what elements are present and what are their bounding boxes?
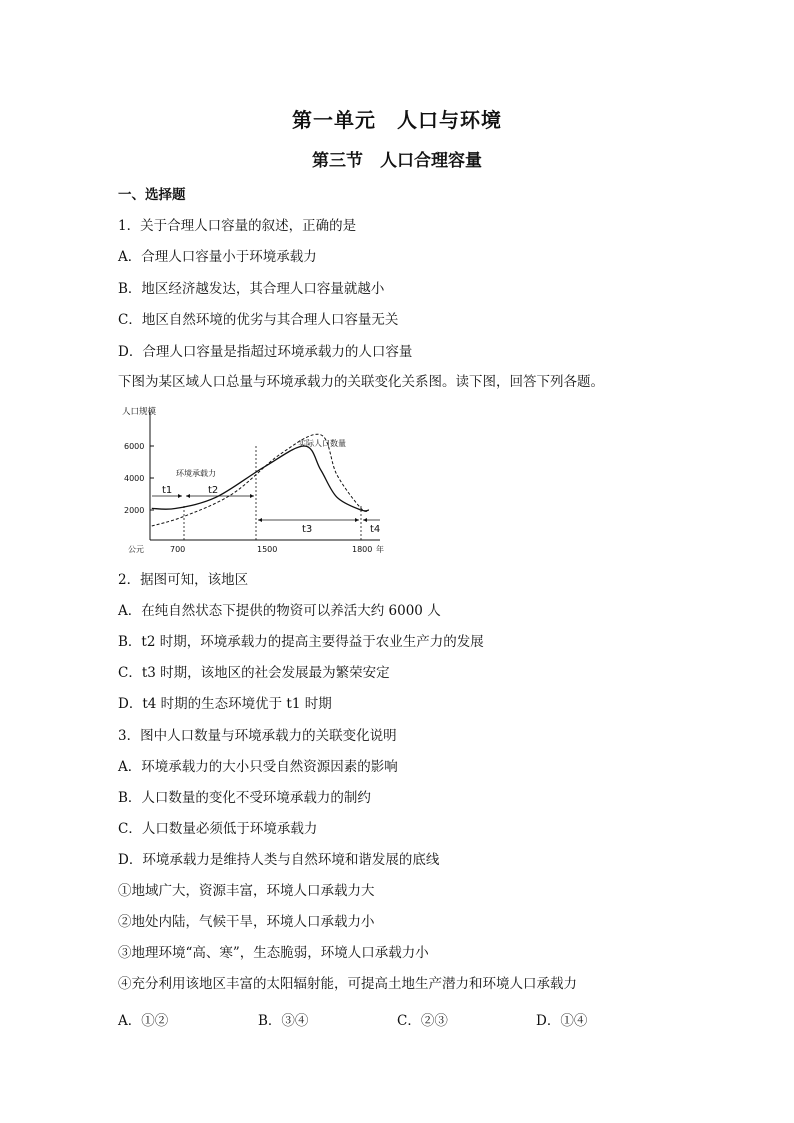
final-option-c: C．②③ xyxy=(397,1013,448,1029)
unit-title: 第一单元 人口与环境 xyxy=(292,108,502,132)
y-axis-label: 人口规模 xyxy=(122,407,157,417)
label-t2: t2 xyxy=(208,485,219,496)
period-markers xyxy=(152,446,380,540)
population-chart xyxy=(118,400,398,560)
q2-option-d: D．t4 时期的生态环境优于 t1 时期 xyxy=(118,696,332,712)
label-t4: t4 xyxy=(370,524,381,535)
x-origin-label: 公元 xyxy=(128,545,144,554)
final-option-a: A．①② xyxy=(118,1013,169,1029)
section-title: 第三节 人口合理容量 xyxy=(312,151,482,171)
x-tick-label-1800: 1800 xyxy=(352,545,373,554)
series-label-carrying-capacity: 环境承载力 xyxy=(176,469,216,478)
q3-option-d: D．环境承载力是维持人类与自然环境和谐发展的底线 xyxy=(118,852,440,868)
statement-2: ②地处内陆，气候干旱，环境人口承载力小 xyxy=(118,914,375,930)
label-t1: t1 xyxy=(162,485,173,496)
y-tick-label-2000: 2000 xyxy=(124,506,145,515)
q1-option-d: D．合理人口容量是指超过环境承载力的人口容量 xyxy=(118,344,413,360)
q3-option-b: B．人口数量的变化不受环境承载力的制约 xyxy=(118,790,371,806)
q2-option-b: B．t2 时期，环境承载力的提高主要得益于农业生产力的发展 xyxy=(118,634,484,650)
series-label-actual-population: 实际人口数量 xyxy=(298,439,346,448)
carrying-capacity-line xyxy=(152,446,369,511)
y-tick-label-4000: 4000 xyxy=(124,474,145,483)
q3-option-c: C．人口数量必须低于环境承载力 xyxy=(118,821,318,837)
q3-option-a: A．环境承载力的大小只受自然资源因素的影响 xyxy=(118,759,398,775)
y-tick-label-6000: 6000 xyxy=(124,442,145,451)
q2-option-c: C．t3 时期，该地区的社会发展最为繁荣安定 xyxy=(118,665,390,681)
q2-option-a: A．在纯自然状态下提供的物资可以养活大约 6000 人 xyxy=(118,603,441,619)
q2-stem: 2．据图可知，该地区 xyxy=(118,572,249,588)
label-t3: t3 xyxy=(302,524,313,535)
q1-option-c: C．地区自然环境的优劣与其合理人口容量无关 xyxy=(118,312,399,328)
final-option-b: B．③④ xyxy=(258,1013,309,1029)
x-tick-label-700: 700 xyxy=(170,545,186,554)
x-axis-unit: 年 xyxy=(376,545,384,554)
q1-option-b: B．地区经济越发达，其合理人口容量就越小 xyxy=(118,281,385,297)
statement-4: ④充分利用该地区丰富的太阳辐射能，可提高土地生产潜力和环境人口承载力 xyxy=(118,976,577,992)
final-option-d: D．①④ xyxy=(536,1013,588,1029)
chart-intro: 下图为某区域人口总量与环境承载力的关联变化关系图。读下图，回答下列各题。 xyxy=(118,374,604,390)
x-tick-label-1500: 1500 xyxy=(257,545,278,554)
q1-stem: 1．关于合理人口容量的叙述，正确的是 xyxy=(118,218,357,234)
statement-3: ③地理环境“高、寒”，生态脆弱，环境人口承载力小 xyxy=(118,945,429,961)
section-label: 一、选择题 xyxy=(118,187,186,203)
q1-option-a: A．合理人口容量小于环境承载力 xyxy=(118,249,317,265)
statement-1: ①地域广大，资源丰富，环境人口承载力大 xyxy=(118,883,375,899)
q3-stem: 3．图中人口数量与环境承载力的关联变化说明 xyxy=(118,728,397,744)
